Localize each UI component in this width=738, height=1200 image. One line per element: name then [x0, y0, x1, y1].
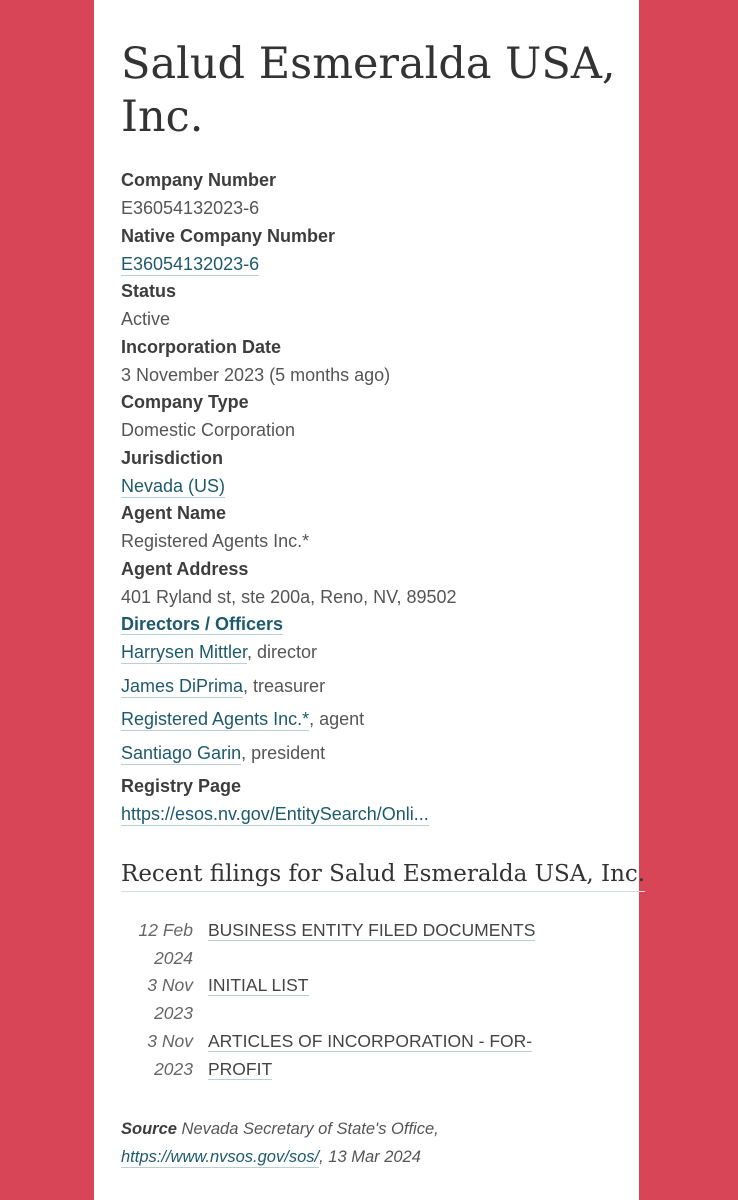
officer-link[interactable]: Registered Agents Inc.*: [121, 709, 310, 729]
status-label: Status: [121, 281, 177, 301]
source-date: , 13 Mar 2024: [319, 1148, 421, 1166]
officer-role: , director: [247, 642, 318, 662]
officer-item: [121, 741, 325, 765]
registry-page-link[interactable]: https://esos.nv.gov/EntitySearch/Onli...: [121, 804, 429, 824]
officer-role: , president: [241, 743, 326, 763]
source-text: Nevada Secretary of State's Office,: [176, 1120, 439, 1138]
filing-date-day: 3 Nov: [147, 1031, 193, 1051]
jurisdiction-link[interactable]: Nevada (US): [121, 476, 226, 496]
filing-title: [208, 916, 563, 944]
filings-heading: Recent filings for Salud Esmeralda USA, Inc.: [121, 857, 645, 892]
officer-item: [121, 640, 317, 664]
filing-date: [121, 971, 193, 1027]
native-company-number-link[interactable]: E36054132023-6: [121, 254, 260, 274]
incorporation-date-label: Incorporation Date: [121, 337, 282, 357]
company-number-label: Company Number: [121, 170, 277, 190]
directors-officers-heading[interactable]: Directors / Officers: [121, 614, 284, 634]
page-sheet: [94, 0, 646, 1200]
filing-title: [208, 971, 563, 999]
officer-role: , agent: [309, 709, 365, 729]
filing-link[interactable]: ARTICLES OF INCORPORATION - FOR-PROFIT: [208, 1031, 533, 1079]
filing-title: [208, 1027, 563, 1083]
registry-page-label: Registry Page: [121, 776, 242, 796]
filing-date: [121, 916, 193, 972]
status-value: Active: [121, 309, 171, 329]
filing-date-year: 2024: [154, 948, 193, 968]
officer-role: , treasurer: [243, 676, 326, 696]
filing-date-day: 12 Feb: [138, 920, 193, 940]
officer-link[interactable]: Santiago Garin: [121, 743, 242, 763]
filing-link[interactable]: BUSINESS ENTITY FILED DOCUMENTS: [208, 920, 536, 940]
filing-link[interactable]: INITIAL LIST: [208, 975, 309, 995]
company-title: Salud Esmeralda USA, Inc.: [121, 39, 616, 142]
agent-address-value: 401 Ryland st, ste 200a, Reno, NV, 89502: [121, 587, 457, 607]
officer-item: [121, 707, 364, 731]
agent-name-label: Agent Name: [121, 503, 227, 523]
filing-date-year: 2023: [154, 1059, 193, 1079]
source-url-link[interactable]: https://www.nvsos.gov/sos/: [121, 1148, 320, 1166]
officer-link[interactable]: James DiPrima: [121, 676, 244, 696]
source-label: Source: [121, 1120, 177, 1138]
company-type-label: Company Type: [121, 392, 249, 412]
native-company-number-label: Native Company Number: [121, 226, 336, 246]
filing-date-year: 2023: [154, 1003, 193, 1023]
filing-date: [121, 1027, 193, 1083]
company-type-value: Domestic Corporation: [121, 420, 296, 440]
source-note: [121, 1115, 621, 1171]
company-number-value: E36054132023-6: [121, 198, 260, 218]
filing-date-day: 3 Nov: [147, 975, 193, 995]
incorporation-date-value: 3 November 2023 (5 months ago): [121, 365, 391, 385]
jurisdiction-label: Jurisdiction: [121, 448, 224, 468]
officer-link[interactable]: Harrysen Mittler: [121, 642, 248, 662]
agent-name-value: Registered Agents Inc.*: [121, 531, 310, 551]
agent-address-label: Agent Address: [121, 559, 249, 579]
officer-item: [121, 674, 325, 698]
